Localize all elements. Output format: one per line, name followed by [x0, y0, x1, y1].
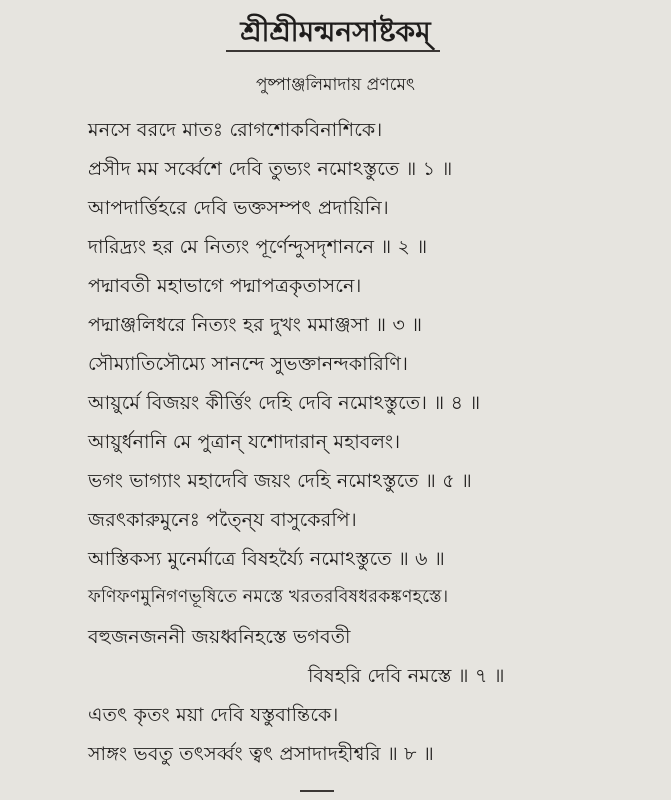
- verse-line: মনসে বরদে মাতঃ রোগশোকবিনাশিকে।: [88, 119, 383, 141]
- verse-line: আস্তিকস্য মুনের্মাত্রে বিষহর্য্যৈ নমোঽস্তুতে ॥ ৬ ॥: [88, 548, 445, 570]
- verse-line: দারিদ্র্যং হর মে নিত্যং পূর্ণেন্দুসদৃশাননে ॥ ২ ॥: [88, 236, 428, 258]
- bottom-rule: [300, 790, 334, 792]
- title-underline: [226, 50, 440, 52]
- verse-line: আয়ুর্ধনানি মে পুত্রান্ যশোদারান্ মহাবলং।: [88, 431, 401, 453]
- verse-line: প্রসীদ মম সর্ব্বেশে দেবি তুভ্যং নমোঽস্তুতে ॥ ১ ॥: [88, 158, 453, 180]
- page-subtitle: পুষ্পাঞ্জলিমাদায় প্রণমেৎ: [255, 75, 415, 95]
- verse-line: পদ্মাঞ্জলিধরে নিত্যং হর দুখং মমাঞ্জসা ॥ ৩ ॥: [88, 314, 423, 336]
- verse-line: বিষহরি দেবি নমস্তে ॥ ৭ ॥: [308, 665, 505, 687]
- page-title: শ্রীশ্রীমন্মনসাষ্টকম্: [240, 15, 431, 48]
- verse-line: সৌম্যাতিসৌম্যে সানন্দে সুভক্তানন্দকারিণি।: [88, 353, 409, 375]
- verse-line: জরৎকারুমুনেঃ পত্নৈ্য বাসুকেরপি।: [88, 509, 357, 531]
- verse-line: এতৎ কৃতং ময়া দেবি যস্তুবান্তিকে।: [88, 704, 339, 726]
- verse-line: ভগং ভাগ্যাং মহাদেবি জয়ং দেহি নমোঽস্তুতে ॥ ৫ ॥: [88, 470, 472, 492]
- verse-line: আয়ুর্মে বিজয়ং কীর্ত্তিং দেহি দেবি নমোঽস্তুতে। ॥ ৪ ॥: [88, 392, 481, 414]
- verse-line: সাঙ্গং ভবতু তৎসর্ব্বং ত্বৎ প্রসাদাদহীশ্বরি ॥ ৮ ॥: [88, 743, 434, 765]
- verse-line: বহুজনজননী জয়ধ্বনিহস্তে ভগবতী: [88, 626, 351, 648]
- verse-line: ফণিফণমুনিগণভূষিতে নমস্তে খরতরবিষধরকঙ্কণহস্তে।: [88, 587, 449, 607]
- verse-line: আপদার্ত্তিহরে দেবি ভক্তসম্পৎ প্রদায়িনি।: [88, 197, 389, 219]
- verse-line: পদ্মাবতী মহাভাগে পদ্মাপত্রকৃতাসনে।: [88, 275, 362, 297]
